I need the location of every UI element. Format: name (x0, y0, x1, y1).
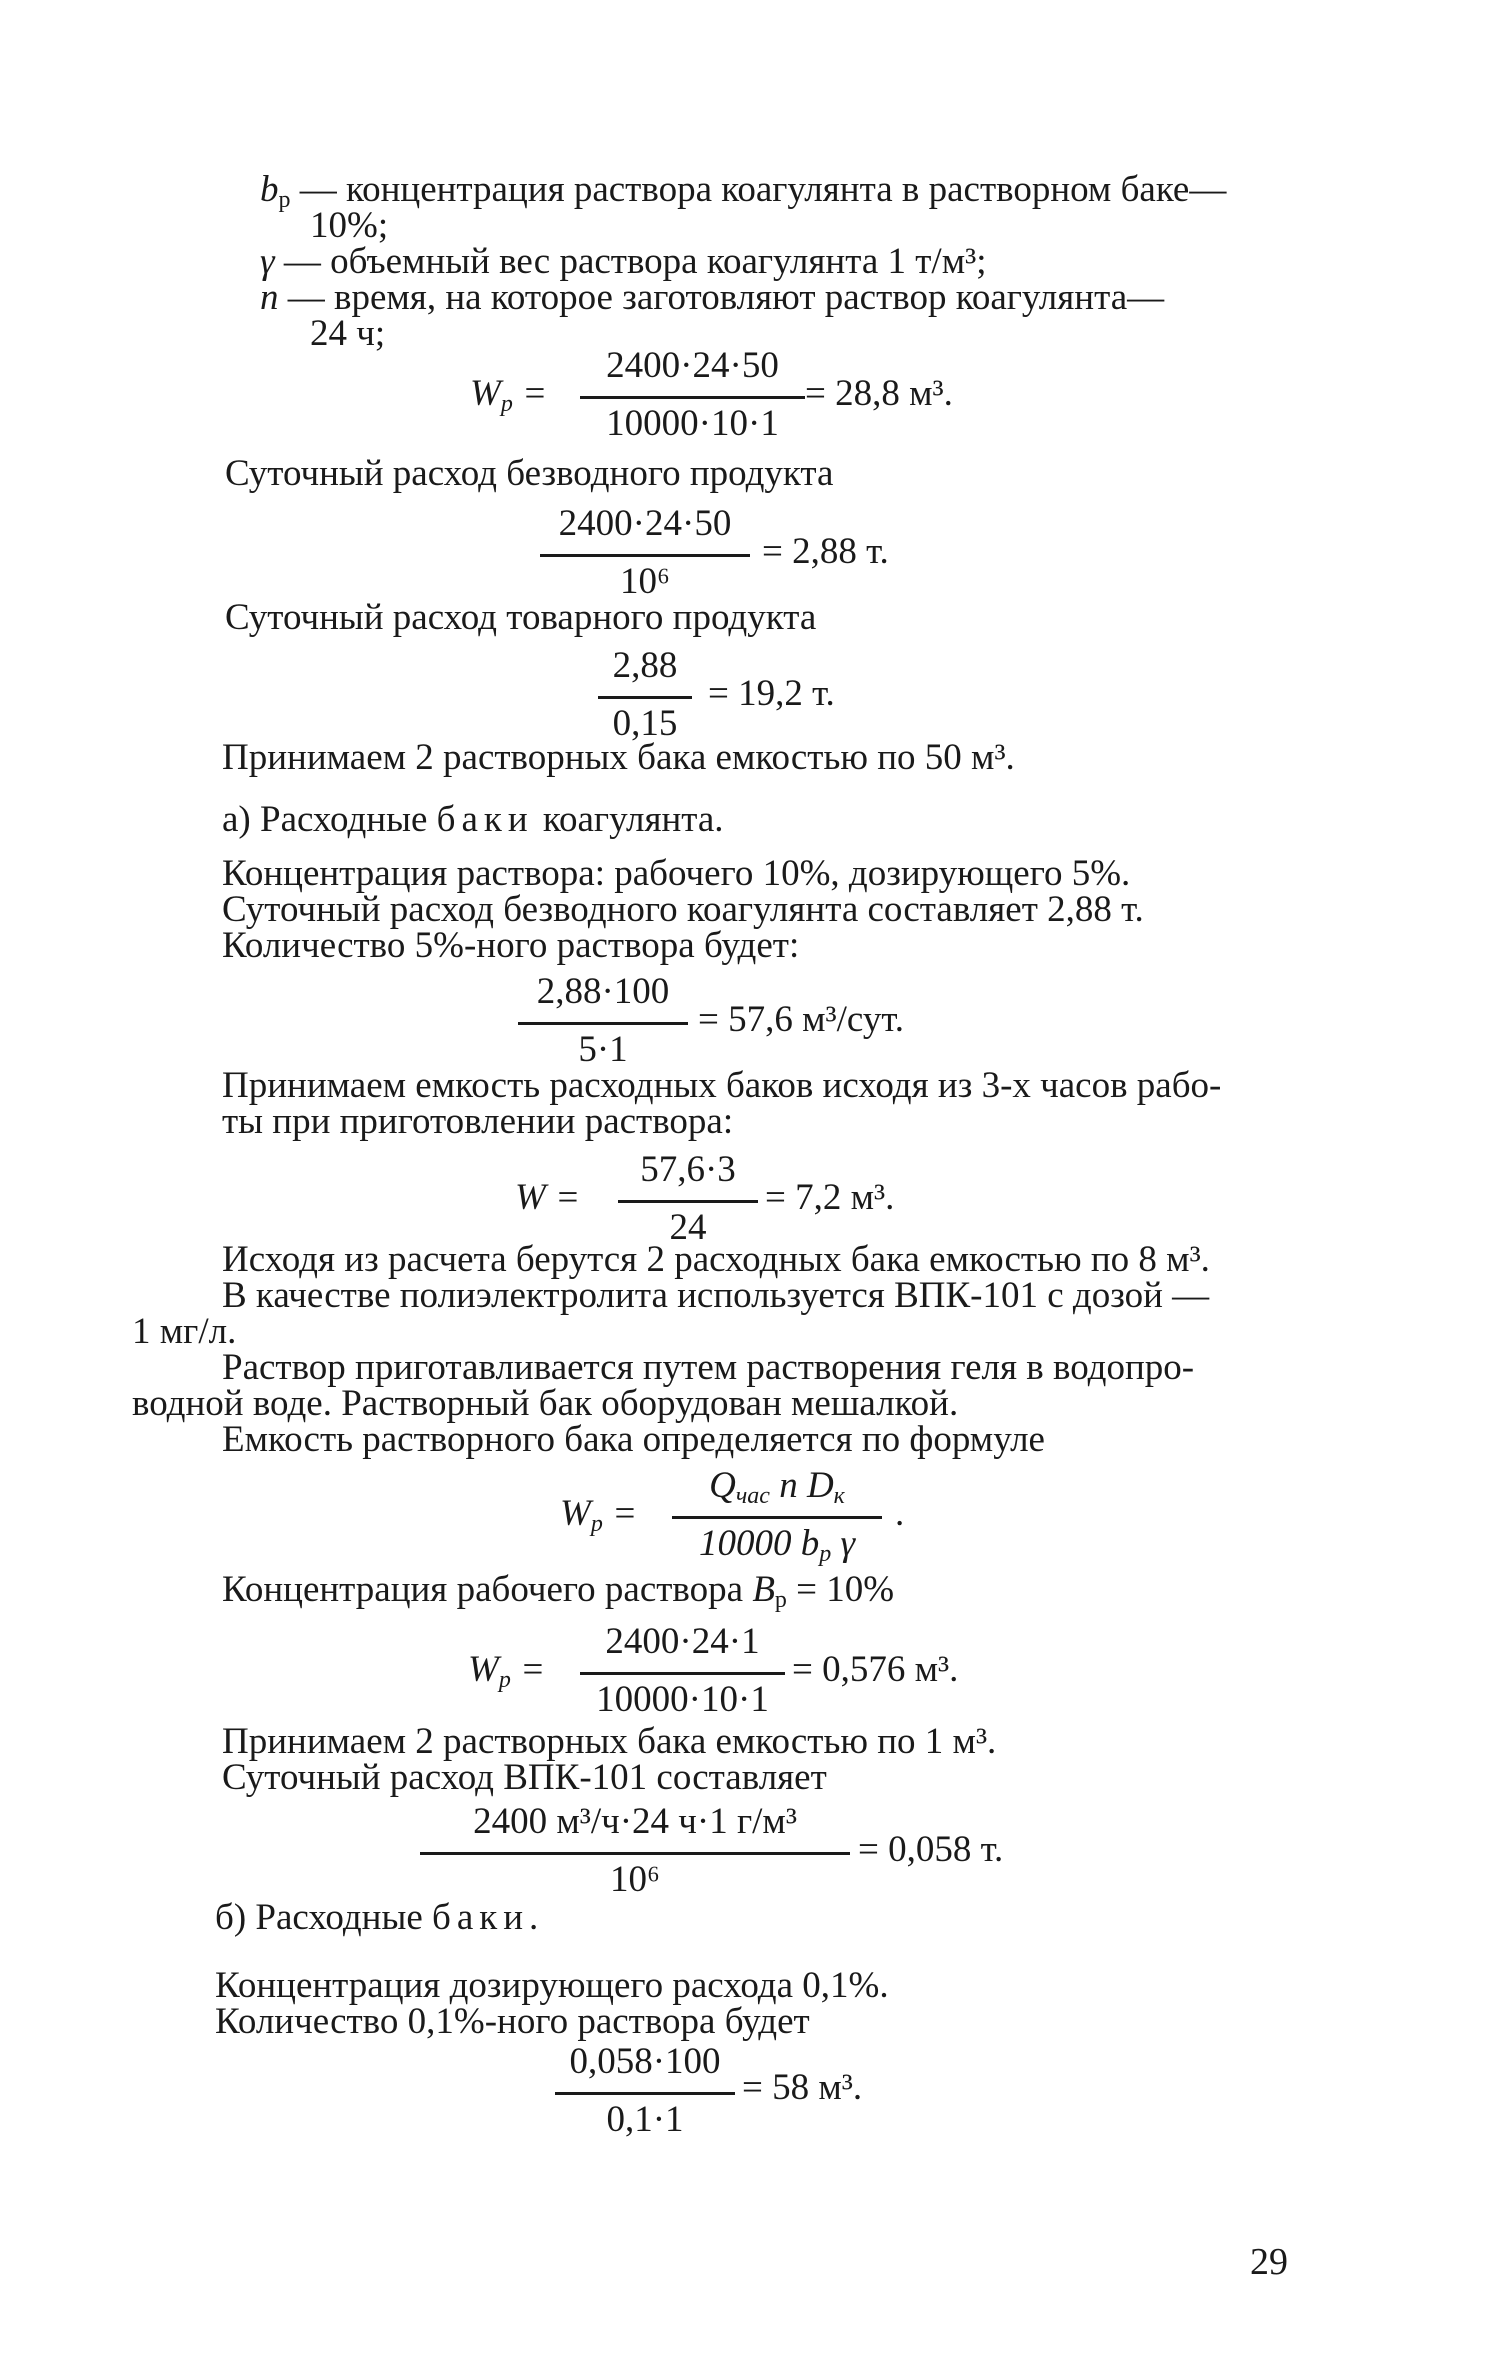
comm-denominator: 0,15 (612, 703, 678, 744)
sol5-numerator: 2,88·100 (536, 971, 670, 1012)
accept-50-text: Принимаем 2 растворных бака емкостью по 50 м³. (222, 737, 1015, 778)
amount5-text: Количество 5%-ного раствора будет: (222, 925, 800, 966)
wp2-numerator: 2400·24·1 (605, 1621, 760, 1662)
dry-result: = 2,88 т. (762, 531, 889, 572)
section-b-heading: б) Расходные баки. (215, 1897, 545, 1938)
fraction-bar (555, 2092, 735, 2095)
daily-dry-text: Суточный расход безводного продукта (225, 453, 834, 494)
wp2-denominator: 10000·10·1 (596, 1679, 769, 1720)
fraction-bar (580, 396, 805, 399)
poly-line1: В качестве полиэлектролита используется ВПК-101 с дозой — (222, 1275, 1210, 1316)
accept-cap-line1: Принимаем емкость расходных баков исходя из 3-х часов рабо- (222, 1065, 1222, 1106)
accept-cap-line2: ты при приготовлении раствора: (222, 1101, 734, 1142)
accept-1-text: Принимаем 2 растворных бака емкостью по 1 м³. (222, 1721, 997, 1762)
comm-result: = 19,2 т. (708, 673, 835, 714)
sol01-numerator: 0,058·100 (569, 2041, 721, 2082)
w2-denominator: 24 (669, 1207, 707, 1248)
sol01-denominator: 0,1·1 (606, 2099, 684, 2140)
work-conc-text: Концентрация рабочего раствора $B_р = 10\%$ (222, 1569, 895, 1613)
fraction-bar (540, 554, 750, 557)
fraction-bar (420, 1852, 850, 1855)
definition-n-cont: 24 ч; (310, 313, 386, 354)
wp2-lhs: $W_р$ = (468, 1649, 546, 1693)
daily-comm-text: Суточный расход товарного продукта (225, 597, 817, 638)
definition-b-cont: 10%; (310, 205, 389, 246)
sol5-denominator: 5·1 (578, 1029, 628, 1070)
comm-numerator: 2,88 (612, 645, 678, 686)
sol01-result: = 58 м³. (742, 2067, 863, 2108)
sol5-result: = 57,6 м³/сут. (698, 999, 904, 1040)
section-a-heading: а) Расходные баки коагулянта. (222, 799, 724, 840)
w2-result: = 7,2 м³. (765, 1177, 895, 1218)
poly-line2: 1 мг/л. (132, 1311, 237, 1352)
dry-numerator: 2400·24·50 (558, 503, 732, 544)
fraction-bar (580, 1672, 785, 1675)
prep-line1: Раствор приготавливается путем растворения геля в водопро- (222, 1347, 1195, 1388)
wp1-result: = 28,8 м³. (805, 373, 953, 414)
wp1-numerator: 2400·24·50 (606, 345, 779, 386)
w2-lhs: W = (515, 1177, 581, 1218)
dry-denominator: 10⁶ (620, 561, 670, 602)
fraction-bar (618, 1200, 758, 1203)
general-numerator: $Q_{час}$ n $D_к$ (709, 1465, 845, 1509)
page-number: 29 (1250, 2241, 1288, 2283)
fraction-bar (518, 1022, 688, 1025)
fraction-bar (672, 1516, 882, 1519)
wp1-denominator: 10000·10·1 (606, 403, 779, 444)
general-lhs: $W_р$ = (560, 1493, 638, 1537)
dose-conc-text: Концентрация дозирующего расхода 0,1%. (215, 1965, 889, 2006)
vpk-denominator: 10⁶ (610, 1859, 660, 1900)
definition-b: $b_р$ — концентрация раствора коагулянта в растворном баке— (260, 169, 1227, 213)
fraction-bar (598, 696, 692, 699)
capacity-text: Емкость растворного бака определяется по формуле (222, 1419, 1045, 1460)
wp1-lhs: $W_р$ = (470, 373, 548, 417)
wp2-result: = 0,576 м³. (792, 1649, 959, 1690)
general-denominator: 10000 $b_р$ γ (698, 1523, 856, 1567)
definition-n: n — время, на которое заготовляют раствор коагулянта— (260, 277, 1165, 318)
vpk-daily-text: Суточный расход ВПК-101 составляет (222, 1757, 827, 1798)
vpk-result: = 0,058 т. (858, 1829, 1004, 1870)
daily-coag-text: Суточный расход безводного коагулянта составляет 2,88 т. (222, 889, 1144, 930)
from-calc-text: Исходя из расчета берутся 2 расходных бака емкостью по 8 м³. (222, 1239, 1210, 1280)
w2-numerator: 57,6·3 (640, 1149, 736, 1190)
vpk-numerator: 2400 м³/ч·24 ч·1 г/м³ (473, 1801, 797, 1842)
general-period: . (895, 1493, 905, 1534)
concentration-text: Концентрация раствора: рабочего 10%, дозирующего 5%. (222, 853, 1131, 894)
amount01-text: Количество 0,1%-ного раствора будет (215, 2001, 810, 2042)
prep-line2: водной воде. Растворный бак оборудован мешалкой. (132, 1383, 959, 1424)
definition-gamma: γ — объемный вес раствора коагулянта 1 т/м³; (260, 241, 987, 282)
